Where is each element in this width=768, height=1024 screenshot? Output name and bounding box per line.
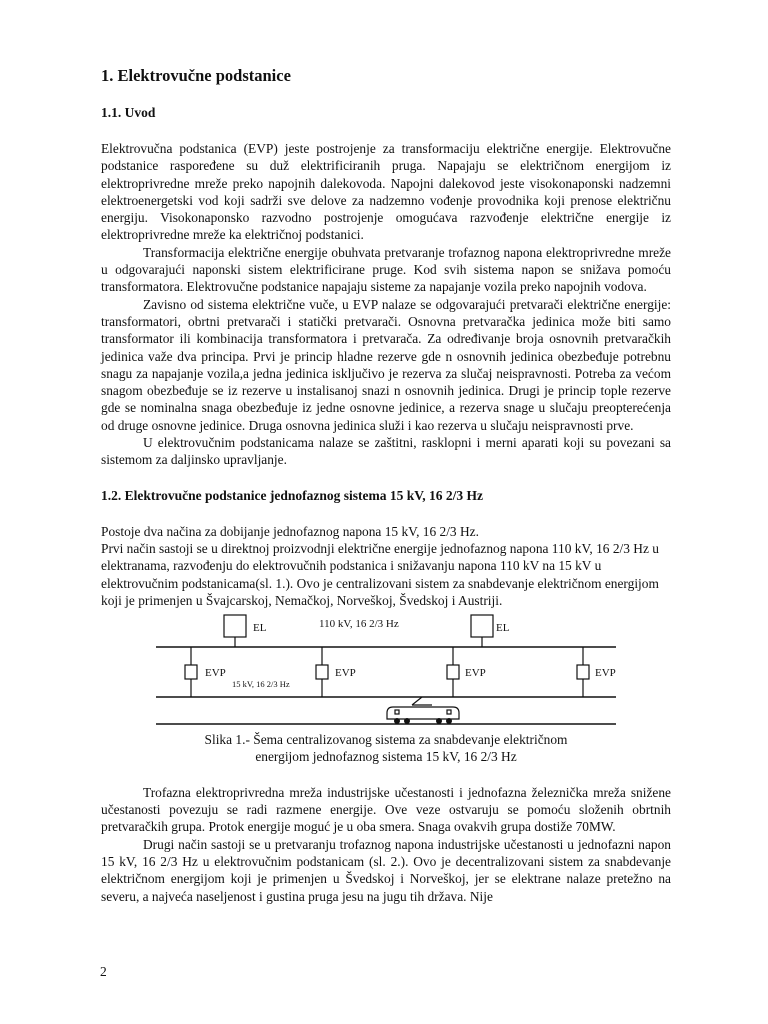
label-evp: EVP xyxy=(205,667,226,680)
caption-line-1: Slika 1.- Šema centralizovanog sistema za snabdevanje električnom xyxy=(204,732,568,748)
locomotive xyxy=(387,697,459,723)
paragraph: Drugi način sastoji se u pretvaranju trofaznog napona industrijske učestanosti u jednofazni napon 15 kV, 16 2/3 Hz u elektrovučnim podstanicam (sl. 2.). Ovo je decentralizovani sistem za snabdevanje električnom energijom koji je primenjen u Švedskoj i Norveškoj, jer se elektrane nalaze pretežno na severu, a najveća naseljenost i gustina pruga jesu na jugu tih država. Nije xyxy=(101,836,671,904)
label-el-left: EL xyxy=(253,622,267,635)
label-evp: EVP xyxy=(335,667,356,680)
document-page xyxy=(101,66,671,905)
caption-line-2: energijom jednofaznog sistema 15 kV, 16 2/3 Hz xyxy=(255,749,517,765)
section-title-single-phase: 1.2. Elektrovučne podstanice jednofaznog sistema 15 kV, 16 2/3 Hz xyxy=(101,487,484,503)
evp-unit-1 xyxy=(185,647,290,697)
figure-centralized-system xyxy=(101,613,671,725)
paragraph: U elektrovučnim podstanicama nalaze se zaštitni, rasklopni i merni aparati koji su povezani sa sistemom za daljinsko upravljanje. xyxy=(101,435,671,468)
label-110kv: 110 kV, 16 2/3 Hz xyxy=(319,618,399,631)
paragraph: Zavisno od sistema električne vuče, u EVP nalaze se odgovarajući pretvarači električne energije: transformatori, obrtni pretvarači i statički pretvarači. Osnovna pretvaračka jedinica može biti samo transformator ili kombinacija transformatora i pretvarača. Za određivanje broja osnovnih pretvaračkih jedinica važe dva principa. Prvi je princip hladne rezerve gde n osnovnih jedinica obezbeđuje potrebnu snagu za napajanje vozila,a jedna jedinica isključivo je rezerva za slučaj neispravnosti. Potreba za većom snagom obezbeđuje se iz rezerve u instalisanoj snazi n osnovnih jedinica. Drugi je princip tople rezerve gde se nominalna snaga obezbeđuje iz jedne osnovne jedinice, a rezerva snage u slučaju preopterećenja od druge osnovne jedinice. Druga osnovna jedinica služi i kao rezerva u slučaju neispravnosti prve. xyxy=(101,296,671,433)
label-el-right: EL xyxy=(496,622,510,635)
evp-unit-2 xyxy=(316,647,356,697)
chapter-title: 1. Elektrovučne podstanice xyxy=(101,66,291,85)
paragraph: Elektrovučna podstanica (EVP) jeste postrojenje za transformaciju električne energije. Elektrovučne podstanice raspoređene su duž elektrificiranih pruga. Napajaju se električnom energijom iz elektroprivredne mreže preko napojnih dalekovoda. Napojni dalekovod jeste visokonaponski nadzemni elektroenergetski vod koji sadrži sve delove za nadzemno vođenje provodnika koji prenose električnu energiju. Visokonaponsko razvodno postrojenje omogućava razvođenje električne energije iz elektroprivredne mreže ka električnoj podstanici. xyxy=(101,141,671,243)
paragraph: Postoje dva načina za dobijanje jednofaznog napona 15 kV, 16 2/3 Hz. xyxy=(101,523,479,539)
label-15kv: 15 kV, 16 2/3 Hz xyxy=(232,679,290,690)
paragraph: Trofazna elektroprivredna mreža industrijske učestanosti i jednofazna železnička mreža snižene učestanosti povezuju se radi razmene energije. Ove veze ostvaruju se pomoću složenih obrtnih pretvaračkih grupa. Protok energije moguć je u oba smera. Snaga ovakvih grupa dostiže 70MW. xyxy=(101,784,671,835)
page-number: 2 xyxy=(100,964,107,979)
paragraph: Transformacija električne energije obuhvata pretvaranje trofaznog napona elektroprivredne mreže u odgovarajući naponski sistem elektrificirane pruge. Kod svih sistema napon se snižava pomoću transformatora. Elektrovučne podstanice napajaju sisteme za napajanje vozila preko napojnih vodova. xyxy=(101,244,671,295)
figure-caption xyxy=(101,731,671,766)
evp-unit-3 xyxy=(447,647,486,697)
power-plant-box-right xyxy=(471,615,493,637)
label-evp: EVP xyxy=(465,667,486,680)
power-plant-box-left xyxy=(224,615,246,637)
paragraph: Prvi način sastoji se u direktnoj proizvodnji električne energije jednofaznog napona 110 kV, 16 2/3 Hz u elektranama, razvođenju do elektrovučnih podstanica i snižavanju napona 110 kV na 15 kV u elektrovučnim podstanicama(sl. 1.). Ovo je centralizovani sistem za snabdevanje električnom energijom koji je primenjen u Švajcarskoj, Nemačkoj, Norveškoj, Švedskoj i Austriji. xyxy=(101,540,659,608)
label-evp: EVP xyxy=(595,667,616,680)
section-title-intro: 1.1. Uvod xyxy=(101,105,156,120)
schematic-diagram xyxy=(101,613,671,725)
evp-unit-4 xyxy=(577,647,616,697)
